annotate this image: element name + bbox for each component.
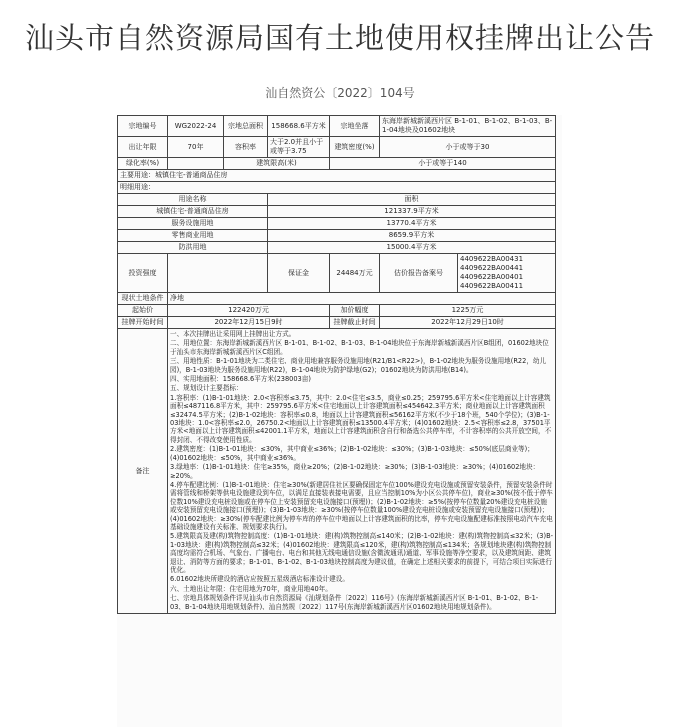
- document-number: 汕自然资公〔2022〕104号: [265, 86, 415, 100]
- table-row: [118, 182, 556, 194]
- table-cell: 挂牌开始时间: [118, 317, 168, 329]
- table-cell: 估价报告备案号: [380, 254, 458, 293]
- table-cell: 宗地坐落: [330, 116, 380, 137]
- note-paragraph: 4.停车配建比例：(1)B-1-01地块：住宅≥30%(新建居住社区要确保固定车位100%建设充电设施或预留安装条件，预留安装条件时需将管线和桥架等供电设施建设到车位，以满足直接装表接电需要，且应当控制10%为小区公共停车位)，商业≥30%(按不低于停车位数10%建设充电桩设施或在停车位上安装预留充电设施接口(预埋))；(2)B-1-02地块：≥5%(按停车位数量20%建设充电桩设施或安装预留充电设施接口(预埋))；(3)B-1-03地块：≥30%(按停车位数量100%建设充电桩设施或安装预留充电设施接口(预埋))；(4)01602地块：≥30%(停车配建比例为停车库的停车位中地面以上计容建筑面积的比率，停车充电设施配建标准按照电动汽车充电基础设施建设有关标准、规划要求执行)。: [170, 480, 553, 531]
- notes-label: 备注: [118, 329, 168, 614]
- announcement-table-image: [117, 115, 562, 727]
- table-row: [118, 329, 556, 614]
- table-cell: [168, 158, 224, 170]
- table-cell: 防洪用地: [118, 242, 268, 254]
- table-cell: 净地: [168, 293, 556, 305]
- appraisal-number: 4409622BA00401 4409622BA00411: [460, 273, 524, 290]
- appraisal-number: 4409622BA00431 4409622BA00441: [460, 255, 524, 272]
- table-cell: 2022年12月15日9时: [168, 317, 330, 329]
- table-row: [118, 158, 556, 170]
- table-cell: 起始价: [118, 305, 168, 317]
- note-paragraph: 2.建筑密度：(1)B-1-01地块：≤30%，其中商业≤36%；(2)B-1-02地块：≤30%；(3)B-1-03地块：≤50%(底层商业等)；(4)01602地块：≤50%，其中商业≤36%。: [170, 445, 534, 462]
- table-cell: 24484万元: [330, 254, 380, 293]
- table-row: [118, 254, 556, 293]
- table-cell: 121337.9平方米: [268, 206, 556, 218]
- note-paragraph: 六、土地出让年限：住宅用地为70年，商业用地40年。: [170, 584, 332, 593]
- table-cell: 小于或等于140: [330, 158, 556, 170]
- note-paragraph: 四、实用地面积：158668.6平方米(238003亩): [170, 375, 311, 384]
- table-cell: 明细用途：: [118, 182, 556, 194]
- note-paragraph: 6.01602地块所建设的酒店应按照五星级酒店标准设计建设。: [170, 575, 349, 584]
- table-cell: 158668.6平方米: [268, 116, 330, 137]
- note-paragraph: 1.容积率：(1)B-1-01地块：2.0<容积率≤3.75，其中：2.0<住宅≤3.5，商业≤0.25；259795.6平方米<住宅地面以上计容建筑面积≤487116.8平方米，其中：259795.6平方米<住宅地面以上计容建筑面积≤454642.3平方米；商业地面以上计容建筑面积≤32474.5平方米；(2)B-1-02地块：容积率≤0.8，地面以上计容建筑面积≤56162平方米(不少于18个班，540个学位)；(3)B-1-03地块：1.0<容积率≤2.0，26750.2<地面以上计容建筑面积≤13500.4平方米；(4)01602地块：2.5<容积率≤2.8，37501平方米<地面以上计容建筑面积≤42001.1平方米，地面以上计容建筑面积含自行和备选公共停车库，不计容积率的公共开放空间，不得封闭、不得改变使用性质。: [170, 393, 552, 444]
- note-paragraph: 七、宗地具体规划条件详见汕头市自然资源局《汕规划条件〔2022〕116号》(东海岸新城新溪西片区 B-1-01、B-1-02、B-1-03、B-1-04地块用地规划条件)、汕自然规〔2022〕117号(东海岸新城新溪西片区01602地块用地规划条件)。: [170, 594, 539, 611]
- table-cell: 2022年12月29日10时: [380, 317, 556, 329]
- table-row: [118, 230, 556, 242]
- table-cell: [168, 254, 268, 293]
- note-paragraph: 3.绿地率：(1)B-1-01地块：住宅≥35%，商业≥20%；(2)B-1-02地块：≥30%；(3)B-1-03地块：≥30%；(4)01602地块：≥20%。: [170, 463, 540, 480]
- table-cell: 小于或等于30: [380, 137, 556, 158]
- table-cell: 大于2.0并且小于或等于3.75: [268, 137, 330, 158]
- table-cell: 容积率: [224, 137, 268, 158]
- table-cell: 1225万元: [380, 305, 556, 317]
- land-info-table: [117, 115, 556, 614]
- table-cell: 零售商业用地: [118, 230, 268, 242]
- note-paragraph: 5.建筑限高及建(构)筑物控制高度：(1)B-1-01地块：建(构)筑物控制高≤140米；(2)B-1-02地块：建(构)筑物控制高≤32米；(3)B-1-03地块：建(构)筑物控制高≤32米；(4)01602地块：建筑限高≤120米，建(构)筑物控制高≤134米；各规划地块建(构)筑物控制高度均需符合机场、气象台、广播电台、电台和其他无线电通信设施(含微波通讯)通道、军事设施等净空要求，以及建筑间距、建筑退让、消防等方面的要求；B-1-01、B-1-02、B-1-03地块控制高度为建议值，在确定上述相关要求的前提下，可结合项目实际进行优化。: [170, 532, 553, 574]
- table-cell: 保证金: [268, 254, 330, 293]
- note-paragraph: 二、用地位置：东海岸新城新溪西片区 B-1-01、B-1-02、B-1-03、B-1-04地块位于东海岸新城新溪西片区B组团，01602地块位于汕头市东海岸新城新溪西片区C组团。: [170, 339, 549, 356]
- table-cell: [458, 254, 556, 293]
- table-cell: 建筑限高(米): [224, 158, 330, 170]
- table-cell: 面积: [268, 194, 556, 206]
- table-cell: 投资强度: [118, 254, 168, 293]
- table-cell: 用途名称: [118, 194, 268, 206]
- table-cell: 出让年限: [118, 137, 168, 158]
- table-cell: 绿化率(%): [118, 158, 168, 170]
- page-title: 汕头市自然资源局国有土地使用权挂牌出让公告: [24, 21, 655, 55]
- table-row: [118, 206, 556, 218]
- table-row: [118, 170, 556, 182]
- note-paragraph: 五、规划设计主要指标：: [170, 384, 243, 393]
- table-cell: WG2022-24: [168, 116, 224, 137]
- table-cell: 宗地总面积: [224, 116, 268, 137]
- table-row: [118, 317, 556, 329]
- table-cell: 13770.4平方米: [268, 218, 556, 230]
- table-cell: 现状土地条件: [118, 293, 168, 305]
- table-cell: 122420万元: [168, 305, 330, 317]
- table-cell: 主要用途：城镇住宅-普通商品住房: [118, 170, 556, 182]
- table-cell: 8659.9平方米: [268, 230, 556, 242]
- table-row: [118, 218, 556, 230]
- table-cell: 东海岸新城新溪西片区 B-1-01、B-1-02、B-1-03、B-1-04地块及01602地块: [380, 116, 556, 137]
- table-row: [118, 194, 556, 206]
- table-row: [118, 293, 556, 305]
- table-cell: 服务设施用地: [118, 218, 268, 230]
- table-cell: 城镇住宅-普通商品住房: [118, 206, 268, 218]
- table-cell: 加价幅度: [330, 305, 380, 317]
- notes-cell: [168, 329, 556, 614]
- note-paragraph: 一、本次挂牌出让采用网上挂牌出让方式。: [170, 330, 296, 338]
- table-row: [118, 116, 556, 137]
- table-cell: 挂牌截止时间: [330, 317, 380, 329]
- table-cell: 宗地编号: [118, 116, 168, 137]
- table-cell: 建筑密度(%): [330, 137, 380, 158]
- note-paragraph: 三、用地性质：B-1-01地块为二类住宅、商业用地兼容服务设施用地(R21/B1<R22>)，B-1-02地块为服务设施用地(R22，幼儿园)，B-1-03地块为服务设施用地(R22)，B-1-04地块为防护绿地(G2)；01602地块为防洪用地(B14)。: [170, 357, 547, 374]
- table-row: [118, 137, 556, 158]
- table-cell: 15000.4平方米: [268, 242, 556, 254]
- table-row: [118, 242, 556, 254]
- table-cell: 70年: [168, 137, 224, 158]
- table-row: [118, 305, 556, 317]
